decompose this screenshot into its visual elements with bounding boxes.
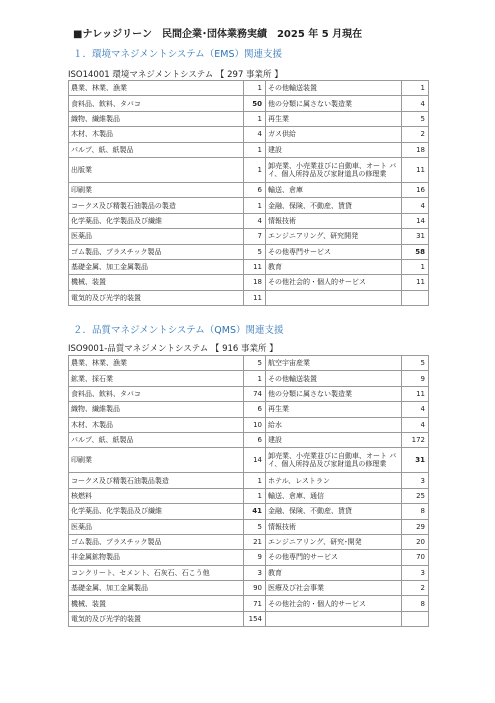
table-row [69, 96, 429, 111]
category-cell: 印刷業 [69, 448, 244, 473]
category-cell: 給水 [266, 417, 402, 432]
count-cell: 4 [244, 213, 266, 228]
table-row [69, 402, 429, 417]
category-cell: 核燃料 [69, 488, 244, 503]
category-cell: 建設 [266, 432, 402, 447]
count-cell: 21 [244, 534, 266, 549]
table-row [69, 142, 429, 157]
category-cell: 金融、保険、不動産、賃貸 [266, 198, 402, 213]
table-row [69, 127, 429, 142]
table-row [69, 229, 429, 244]
count-cell: 1 [244, 142, 266, 157]
ems-table [68, 80, 429, 306]
category-cell: 他の分類に属さない製造業 [266, 96, 402, 111]
count-cell: 4 [402, 96, 429, 111]
count-cell: 70 [402, 550, 429, 565]
table-row [69, 596, 429, 611]
table-row [69, 275, 429, 290]
table-row [69, 356, 429, 371]
count-cell: 11 [244, 290, 266, 305]
category-cell: 農業、林業、漁業 [69, 356, 244, 371]
category-cell: 卸売業、小売業並びに自動車、オート バイ、個人所持品及び家財道具の修理業 [266, 448, 402, 473]
count-cell: 1 [244, 157, 266, 182]
count-cell: 25 [402, 488, 429, 503]
count-cell: 18 [244, 275, 266, 290]
count-cell: 6 [244, 402, 266, 417]
category-cell: エンジニアリング、研究開発 [266, 229, 402, 244]
count-cell: 50 [244, 96, 266, 111]
table-row [69, 371, 429, 386]
count-cell: 29 [402, 519, 429, 534]
count-cell: 172 [402, 432, 429, 447]
category-cell: 出版業 [69, 157, 244, 182]
count-cell: 4 [402, 402, 429, 417]
count-cell: 58 [402, 244, 429, 259]
table-row [69, 81, 429, 96]
count-cell: 1 [244, 81, 266, 96]
ems-subheading: ISO14001 環境マネジメントシステム 【 297 事業所 】 [68, 70, 283, 80]
count-cell: 11 [244, 259, 266, 274]
count-cell: 1 [402, 259, 429, 274]
category-cell: パルプ、紙、紙製品 [69, 142, 244, 157]
count-cell: 8 [402, 504, 429, 519]
category-cell: 建設 [266, 142, 402, 157]
category-cell: 基礎金属、加工金属製品 [69, 259, 244, 274]
category-cell: 医薬品 [69, 519, 244, 534]
table-row [69, 488, 429, 503]
table-row [69, 259, 429, 274]
category-cell: 印刷業 [69, 182, 244, 197]
category-cell: ゴム製品、プラスチック製品 [69, 534, 244, 549]
category-cell: その他専門的サービス [266, 550, 402, 565]
category-cell: エンジニアリング、研究･開発 [266, 534, 402, 549]
category-cell: その他輸送装置 [266, 81, 402, 96]
table-row [69, 417, 429, 432]
count-cell: 7 [244, 229, 266, 244]
table-row [69, 534, 429, 549]
page-title: ■ナレッジリーン 民間企業･団体業務実績 2025 年 5 月現在 [73, 29, 363, 40]
count-cell: 3 [402, 565, 429, 580]
count-cell: 3 [402, 473, 429, 488]
table-row [69, 432, 429, 447]
category-cell: 食料品、飲料、タバコ [69, 386, 244, 401]
count-cell: 5 [244, 244, 266, 259]
category-cell: ホテル、レストラン [266, 473, 402, 488]
count-cell [402, 611, 429, 626]
count-cell: 3 [244, 565, 266, 580]
count-cell [402, 290, 429, 305]
count-cell: 1 [244, 371, 266, 386]
count-cell: 1 [244, 488, 266, 503]
count-cell: 9 [244, 550, 266, 565]
count-cell: 1 [244, 473, 266, 488]
table-row [69, 611, 429, 626]
category-cell: ガス供給 [266, 127, 402, 142]
count-cell: 31 [402, 448, 429, 473]
count-cell: 4 [402, 417, 429, 432]
count-cell: 90 [244, 581, 266, 596]
count-cell: 41 [244, 504, 266, 519]
count-cell: 16 [402, 182, 429, 197]
count-cell: 11 [402, 157, 429, 182]
count-cell: 5 [244, 519, 266, 534]
count-cell: 1 [402, 81, 429, 96]
count-cell: 1 [244, 111, 266, 126]
count-cell: 31 [402, 229, 429, 244]
table-row [69, 581, 429, 596]
category-cell: 電気的及び光学的装置 [69, 290, 244, 305]
category-cell: パルプ、紙、紙製品 [69, 432, 244, 447]
category-cell: 輸送、倉庫 [266, 182, 402, 197]
category-cell: 教育 [266, 565, 402, 580]
category-cell: 化学薬品、化学製品及び繊維 [69, 504, 244, 519]
category-cell: 非金属鉱物製品 [69, 550, 244, 565]
count-cell: 11 [402, 386, 429, 401]
category-cell: 医療及び社会事業 [266, 581, 402, 596]
category-cell: 航空宇宙産業 [266, 356, 402, 371]
count-cell: 6 [244, 432, 266, 447]
count-cell: 154 [244, 611, 266, 626]
category-cell: その他輸送装置 [266, 371, 402, 386]
count-cell: 14 [402, 213, 429, 228]
category-cell: その他社会的・個人的サービス [266, 596, 402, 611]
category-cell: 再生業 [266, 111, 402, 126]
count-cell: 10 [244, 417, 266, 432]
count-cell: 9 [402, 371, 429, 386]
category-cell: 情報技術 [266, 213, 402, 228]
category-cell: 機械、装置 [69, 275, 244, 290]
category-cell: 木材、木製品 [69, 127, 244, 142]
category-cell: コークス及び精製石油製品製造 [69, 473, 244, 488]
qms-subheading: ISO9001-品質マネジメントシステム 【 916 事業所 】 [68, 344, 278, 354]
category-cell: その他専門サービス [266, 244, 402, 259]
category-cell: 木材、木製品 [69, 417, 244, 432]
qms-section-heading: ２．品質マネジメントシステム（QMS）関連支援 [73, 325, 284, 336]
table-row [69, 290, 429, 305]
category-cell: コークス及び精製石油製品の製造 [69, 198, 244, 213]
table-row [69, 473, 429, 488]
category-cell: 教育 [266, 259, 402, 274]
table-row [69, 519, 429, 534]
category-cell [266, 611, 402, 626]
count-cell: 20 [402, 534, 429, 549]
category-cell: 情報技術 [266, 519, 402, 534]
category-cell: 金融、保険、不動産、賃貸 [266, 504, 402, 519]
qms-table [68, 355, 429, 627]
table-row [69, 504, 429, 519]
count-cell: 5 [244, 356, 266, 371]
count-cell: 4 [244, 127, 266, 142]
table-row [69, 111, 429, 126]
table-row [69, 198, 429, 213]
count-cell: 5 [402, 356, 429, 371]
table-row [69, 550, 429, 565]
category-cell: 織物、繊維製品 [69, 402, 244, 417]
ems-section-heading: １．環境マネジメントシステム（EMS）関連支援 [73, 49, 282, 60]
count-cell: 1 [244, 198, 266, 213]
count-cell: 8 [402, 596, 429, 611]
count-cell: 14 [244, 448, 266, 473]
table-row [69, 386, 429, 401]
category-cell: 農業、林業、漁業 [69, 81, 244, 96]
category-cell: 織物、繊維製品 [69, 111, 244, 126]
count-cell: 74 [244, 386, 266, 401]
count-cell: 2 [402, 127, 429, 142]
category-cell: 再生業 [266, 402, 402, 417]
table-row [69, 244, 429, 259]
count-cell: 4 [402, 198, 429, 213]
category-cell: 化学薬品、化学製品及び繊維 [69, 213, 244, 228]
category-cell: 電気的及び光学的装置 [69, 611, 244, 626]
count-cell: 11 [402, 275, 429, 290]
table-row [69, 157, 429, 182]
table-row [69, 213, 429, 228]
count-cell: 18 [402, 142, 429, 157]
category-cell: 医薬品 [69, 229, 244, 244]
table-row [69, 448, 429, 473]
count-cell: 71 [244, 596, 266, 611]
category-cell: 卸売業、小売業並びに自動車、オート バイ、個人所持品及び家財道具の修理業 [266, 157, 402, 182]
count-cell: 5 [402, 111, 429, 126]
category-cell: 基礎金属、加工金属製品 [69, 581, 244, 596]
category-cell: 鉱業、採石業 [69, 371, 244, 386]
category-cell: 機械、装置 [69, 596, 244, 611]
category-cell [266, 290, 402, 305]
table-row [69, 182, 429, 197]
category-cell: 他の分類に属さない製造業 [266, 386, 402, 401]
category-cell: 輸送、倉庫、通信 [266, 488, 402, 503]
category-cell: その他社会的・個人的サービス [266, 275, 402, 290]
count-cell: 6 [244, 182, 266, 197]
count-cell: 2 [402, 581, 429, 596]
table-row [69, 565, 429, 580]
category-cell: コンクリート、セメント、石灰石、石こう他 [69, 565, 244, 580]
category-cell: 食料品、飲料、タバコ [69, 96, 244, 111]
category-cell: ゴム製品、プラスチック製品 [69, 244, 244, 259]
